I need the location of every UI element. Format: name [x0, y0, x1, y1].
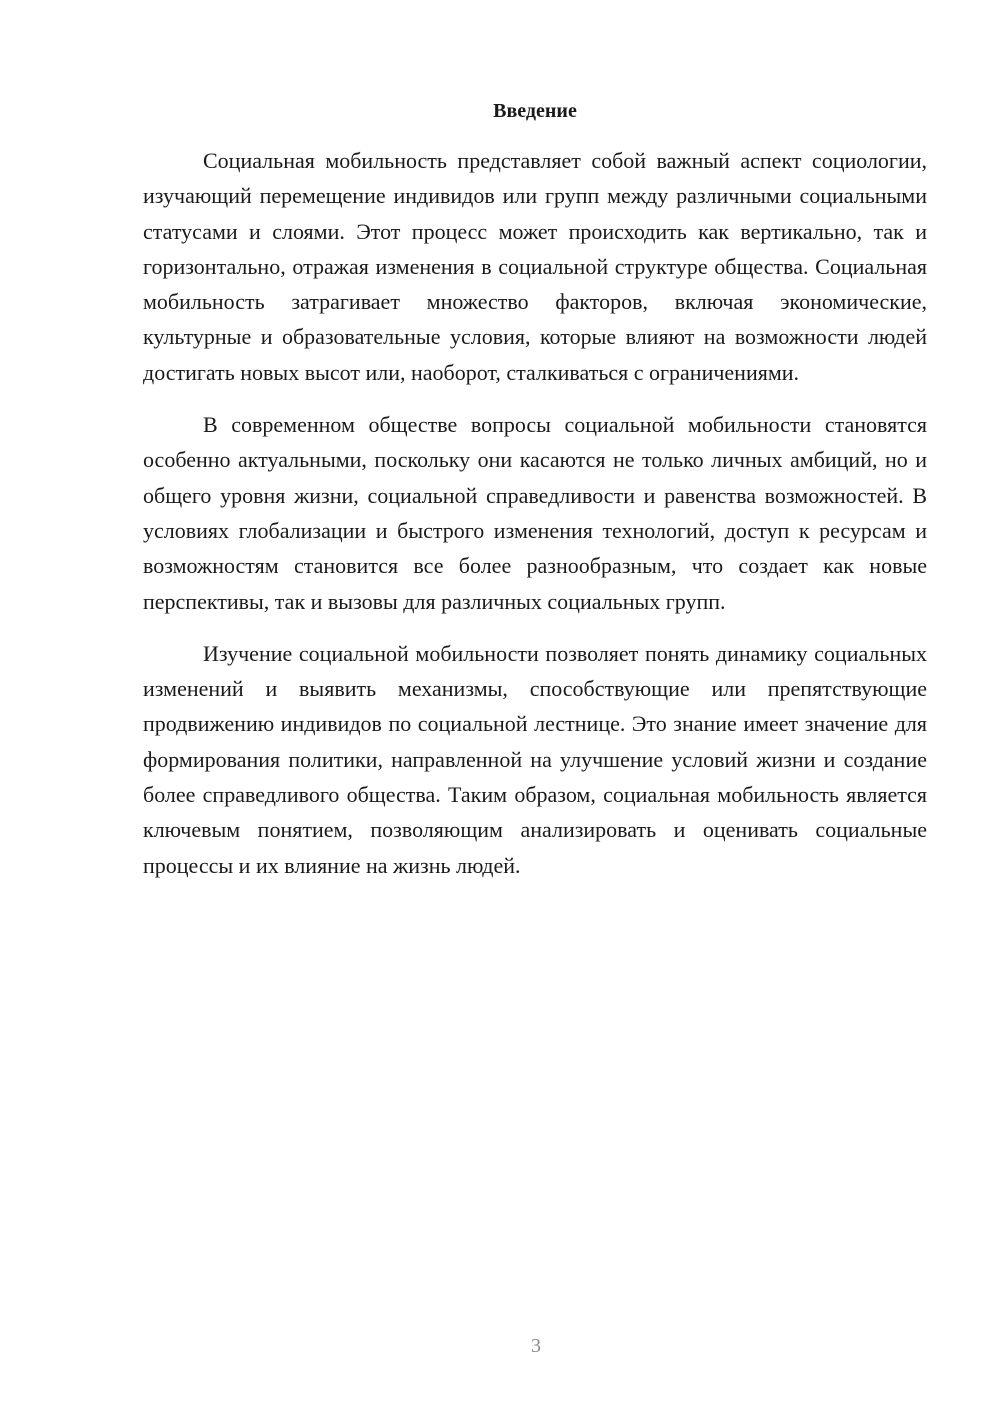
- page-number: 3: [531, 1335, 541, 1357]
- section-heading: Введение: [493, 100, 577, 122]
- page-content: [143, 96, 927, 883]
- paragraph-3: Изучение социальной мобильности позволяет понять динамику социальных изменений и выявить механизмы, способствующие или препятствующие продвижению индивидов по социальной лестнице. Это знание имеет значение для формирования политики, направленной на улучшение условий жизни и создание более справедливого общества. Таким образом, социальная мобильность является ключевым понятием, позволяющим анализировать и оценивать социальные процессы и их влияние на жизнь людей.: [143, 640, 927, 878]
- paragraph-2: В современном обществе вопросы социальной мобильности становятся особенно актуальными, поскольку они касаются не только личных амбиций, но и общего уровня жизни, социальной справедливости и равенства возможностей. В условиях глобализации и быстрого изменения технологий, доступ к ресурсам и возможностям становится все более разнообразным, что создает как новые перспективы, так и вызовы для различных социальных групп.: [143, 412, 927, 614]
- paragraph-1: Социальная мобильность представляет собой важный аспект социологии, изучающий перемещение индивидов или групп между различными социальными статусами и слоями. Этот процесс может происходить как вертикально, так и горизонтально, отражая изменения в социальной структуре общества. Социальная мобильность затрагивает множество факторов, включая экономические, культурные и образовательные условия, которые влияют на возможности людей достигать новых высот или, наоборот, сталкиваться с ограничениями.: [143, 148, 927, 385]
